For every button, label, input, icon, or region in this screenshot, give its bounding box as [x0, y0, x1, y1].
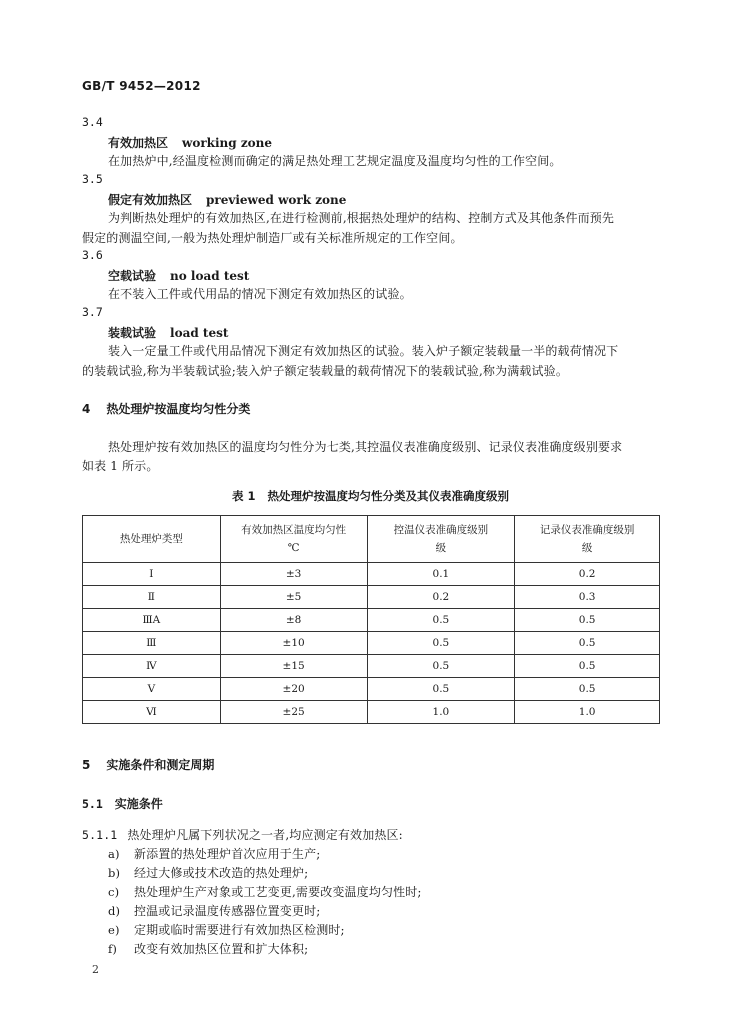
table-cell: Ⅲ [83, 632, 221, 655]
table-row [83, 586, 660, 609]
uniformity-table [82, 515, 660, 724]
table-cell: 0.2 [367, 586, 515, 609]
table-cell: 0.5 [367, 632, 515, 655]
list-item [108, 864, 308, 881]
table-cell: 0.5 [515, 609, 660, 632]
subsection-heading [82, 795, 163, 812]
term-chinese: 空载试验 [108, 269, 157, 283]
list-item [108, 921, 345, 938]
term-definition: 在不装入工件或代用品的情况下测定有效加热区的试验。 [108, 287, 412, 301]
term-english: load test [170, 326, 229, 340]
page-number: 2 [92, 963, 99, 976]
table-header-cell: 有效加热区温度均匀性 ℃ [220, 516, 367, 563]
subsection-title: 实施条件 [114, 797, 163, 811]
clause-text: 热处理炉凡属下列状况之一者,均应测定有效加热区: [127, 828, 403, 842]
table-cell: 0.1 [367, 563, 515, 586]
clause-number: 5.1.1 [82, 828, 118, 842]
table-row [83, 701, 660, 724]
term-heading [108, 267, 249, 284]
table-row [83, 632, 660, 655]
list-item-text: 控温或记录温度传感器位置变更时; [134, 904, 321, 918]
table-cell: 0.5 [367, 655, 515, 678]
standard-code: GB/T 9452—2012 [82, 79, 201, 93]
table-cell: Ⅴ [83, 678, 221, 701]
table-caption: 表 1 热处理炉按温度均匀性分类及其仪表准确度级别 [231, 489, 509, 503]
term-definition: 在加热炉中,经温度检测而确定的满足热处理工艺规定温度及温度均匀性的工作空间。 [108, 154, 562, 168]
list-item-text: 改变有效加热区位置和扩大体积; [134, 942, 309, 956]
term-english: working zone [182, 136, 273, 150]
table-cell: 0.3 [515, 586, 660, 609]
term-definition: 装入一定量工件或代用品情况下测定有效加热区的试验。装入炉子额定装载量一半的载荷情况下 [108, 344, 619, 358]
table-cell: ±8 [220, 609, 367, 632]
section-paragraph: 热处理炉按有效加热区的温度均匀性分为七类,其控温仪表准确度级别、记录仪表准确度级别要求 [108, 440, 623, 454]
list-item-label: d) [108, 904, 121, 918]
term-chinese: 有效加热区 [108, 136, 169, 150]
section-title: 热处理炉按温度均匀性分类 [106, 402, 251, 416]
list-item-label: f) [108, 942, 118, 956]
list-item-text: 热处理炉生产对象或工艺变更,需要改变温度均匀性时; [134, 885, 422, 899]
term-number: 3.5 [82, 172, 103, 186]
term-number: 3.6 [82, 248, 103, 262]
term-heading [108, 324, 228, 341]
table-cell: 1.0 [515, 701, 660, 724]
term-english: no load test [170, 269, 250, 283]
term-definition: 为判断热处理炉的有效加热区,在进行检测前,根据热处理炉的结构、控制方式及其他条件而预先 [108, 211, 615, 225]
table-cell: 0.5 [367, 678, 515, 701]
list-item-text: 经过大修或技术改造的热处理炉; [134, 866, 309, 880]
term-definition-cont: 假定的测温空间,一般为热处理炉制造厂或有关标准所规定的工作空间。 [82, 231, 463, 245]
term-definition-cont: 的装载试验,称为半装载试验;装入炉子额定装载量的载荷情况下的装载试验,称为满载试验。 [82, 364, 568, 378]
term-heading [108, 134, 272, 151]
section-title: 实施条件和测定周期 [106, 758, 215, 772]
table-cell: Ⅱ [83, 586, 221, 609]
table-header-row [83, 516, 660, 563]
table-cell: ±15 [220, 655, 367, 678]
table-header-cell: 热处理炉类型 [83, 516, 221, 563]
table-cell: 0.5 [515, 678, 660, 701]
table-cell: 1.0 [367, 701, 515, 724]
section-number: 5 [82, 758, 91, 772]
section-heading [82, 756, 214, 773]
section-paragraph-cont: 如表 1 所示。 [82, 459, 159, 473]
list-item [108, 883, 422, 900]
section-heading [82, 400, 250, 417]
table-cell: ±20 [220, 678, 367, 701]
table-cell: Ⅰ [83, 563, 221, 586]
section-number: 4 [82, 402, 91, 416]
table-cell: ⅢA [83, 609, 221, 632]
table-cell: ±10 [220, 632, 367, 655]
term-chinese: 装载试验 [108, 326, 157, 340]
list-item [108, 940, 308, 957]
term-number: 3.7 [82, 305, 103, 319]
list-item-text: 定期或临时需要进行有效加热区检测时; [134, 923, 345, 937]
term-number: 3.4 [82, 115, 103, 129]
subsection-number: 5.1 [82, 797, 103, 811]
table-cell: 0.5 [515, 632, 660, 655]
list-item [108, 845, 320, 862]
table-row [83, 655, 660, 678]
table-cell: Ⅳ [83, 655, 221, 678]
table-cell: 0.5 [367, 609, 515, 632]
table-header-cell: 控温仪表准确度级别 级 [367, 516, 515, 563]
clause [82, 826, 403, 843]
list-item-label: c) [108, 885, 120, 899]
list-item-text: 新添置的热处理炉首次应用于生产; [134, 847, 321, 861]
table-cell: 0.5 [515, 655, 660, 678]
list-item-label: b) [108, 866, 121, 880]
term-heading [108, 191, 346, 208]
table-row [83, 563, 660, 586]
term-english: previewed work zone [206, 193, 347, 207]
table-row [83, 609, 660, 632]
table-cell: ±5 [220, 586, 367, 609]
list-item-label: a) [108, 847, 120, 861]
table-cell: Ⅵ [83, 701, 221, 724]
table-row [83, 678, 660, 701]
table-cell: ±3 [220, 563, 367, 586]
table-header-cell: 记录仪表准确度级别 级 [515, 516, 660, 563]
table-cell: 0.2 [515, 563, 660, 586]
table-cell: ±25 [220, 701, 367, 724]
list-item-label: e) [108, 923, 120, 937]
list-item [108, 902, 320, 919]
term-chinese: 假定有效加热区 [108, 193, 193, 207]
